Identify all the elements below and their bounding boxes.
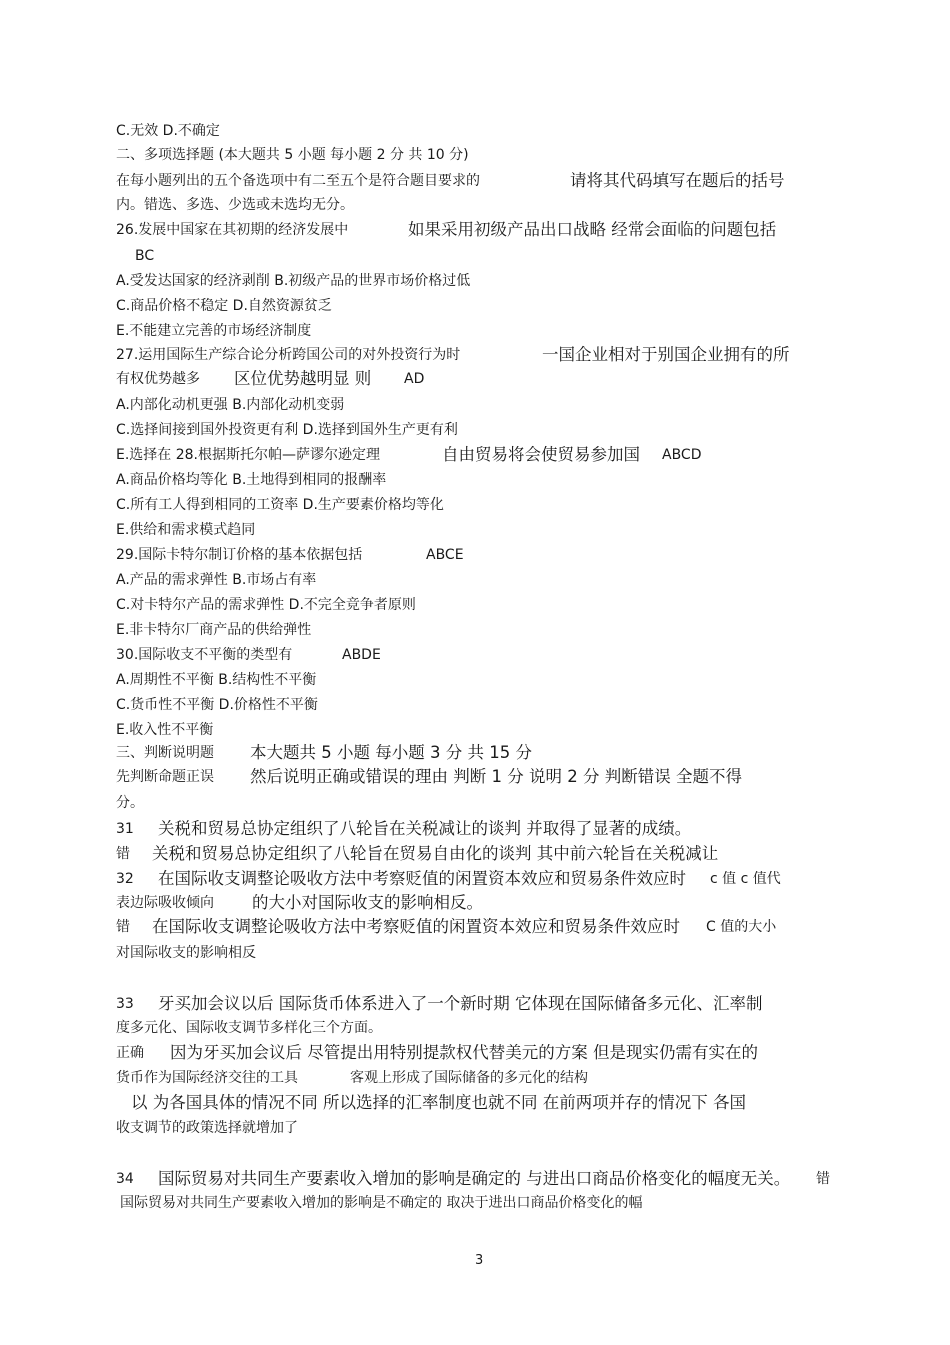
text-line: 正确 xyxy=(116,1045,144,1061)
text-line: 对国际收支的影响相反 xyxy=(116,945,256,961)
text-line: E.收入性不平衡 xyxy=(116,722,214,738)
text-line: 27.运用国际生产综合论分析跨国公司的对外投资行为时 xyxy=(116,347,461,363)
text-line: 在国际收支调整论吸收方法中考察贬值的闲置资本效应和贸易条件效应时 xyxy=(152,917,680,936)
text-line: 国际贸易对共同生产要素收入增加的影响是确定的 与进出口商品价格变化的幅度无关。 xyxy=(158,1169,791,1188)
text-line: c 值 c 值代 xyxy=(710,871,781,887)
text-line: 32 xyxy=(116,871,134,887)
text-line: 然后说明正确或错误的理由 判断 1 分 说明 2 分 判断错误 全题不得 xyxy=(250,767,742,786)
text-line: C.货币性不平衡 D.价格性不平衡 xyxy=(116,697,318,713)
text-line: 在国际收支调整论吸收方法中考察贬值的闲置资本效应和贸易条件效应时 xyxy=(158,869,686,888)
text-line: 表边际吸收倾向 xyxy=(116,895,214,911)
text-line: A.内部化动机更强 B.内部化动机变弱 xyxy=(116,397,345,413)
text-line: 牙买加会议以后 国际货币体系进入了一个新时期 它体现在国际储备多元化、汇率制 xyxy=(158,994,763,1013)
text-line: 本大题共 5 小题 每小题 3 分 共 15 分 xyxy=(250,743,532,762)
text-line: 三、判断说明题 xyxy=(116,745,214,761)
text-line: 错 xyxy=(816,1171,830,1187)
text-line: 二、多项选择题 (本大题共 5 小题 每小题 2 分 共 10 分) xyxy=(116,147,469,163)
text-line: 一国企业相对于别国企业拥有的所 xyxy=(542,345,790,364)
text-line: 如果采用初级产品出口战略 经常会面临的问题包括 xyxy=(408,220,777,239)
text-line: E.不能建立完善的市场经济制度 xyxy=(116,323,312,339)
text-line: C.商品价格不稳定 D.自然资源贫乏 xyxy=(116,298,332,314)
text-line: A.产品的需求弹性 B.市场占有率 xyxy=(116,572,317,588)
text-line: 因为牙买加会议后 尽管提出用特别提款权代替美元的方案 但是现实仍需有实在的 xyxy=(170,1043,758,1062)
text-line: 以 为各国具体的情况不同 所以选择的汇率制度也就不同 在前两项并存的情况下 各国 xyxy=(131,1093,746,1112)
text-line: ABCE xyxy=(426,547,464,563)
text-line: C.选择间接到国外投资更有利 D.选择到国外生产更有利 xyxy=(116,422,458,438)
text-line: 区位优势越明显 则 xyxy=(234,369,372,388)
text-line: ABCD xyxy=(662,447,702,463)
text-line: 错 xyxy=(116,919,130,935)
text-line: A.商品价格均等化 B.土地得到相同的报酬率 xyxy=(116,472,387,488)
text-line: 34 xyxy=(116,1171,134,1187)
text-line: 33 xyxy=(116,996,134,1012)
text-line: E.选择在 28.根据斯托尔帕—萨谬尔逊定理 xyxy=(116,447,381,463)
text-line: BC xyxy=(135,248,155,264)
text-line: C.无效 D.不确定 xyxy=(116,123,220,139)
text-line: 自由贸易将会使贸易参加国 xyxy=(442,445,640,464)
text-line: 有权优势越多 xyxy=(116,371,200,387)
text-line: 客观上形成了国际储备的多元化的结构 xyxy=(350,1070,588,1086)
text-line: 31 xyxy=(116,821,134,837)
text-line: E.供给和需求模式趋同 xyxy=(116,522,256,538)
text-line: 内。错选、多选、少选或未选均无分。 xyxy=(116,197,354,213)
text-line: 先判断命题正误 xyxy=(116,769,214,785)
text-line: E.非卡特尔厂商产品的供给弹性 xyxy=(116,622,312,638)
text-line: 26.发展中国家在其初期的经济发展中 xyxy=(116,222,349,238)
text-line: 的大小对国际收支的影响相反。 xyxy=(252,893,483,912)
text-line: C.对卡特尔产品的需求弹性 D.不完全竞争者原则 xyxy=(116,597,416,613)
text-line: AD xyxy=(404,371,425,387)
text-line: 国际贸易对共同生产要素收入增加的影响是不确定的 取决于进出口商品价格变化的幅 xyxy=(120,1195,643,1211)
text-line: C.所有工人得到相同的工资率 D.生产要素价格均等化 xyxy=(116,497,444,513)
text-line: 度多元化、国际收支调节多样化三个方面。 xyxy=(116,1020,382,1036)
text-line: C 值的大小 xyxy=(706,919,777,935)
text-line: 30.国际收支不平衡的类型有 xyxy=(116,647,293,663)
text-line: 关税和贸易总协定组织了八轮旨在贸易自由化的谈判 其中前六轮旨在关税减让 xyxy=(152,844,719,863)
text-line: A.受发达国家的经济剥削 B.初级产品的世界市场价格过低 xyxy=(116,273,471,289)
text-line: 错 xyxy=(116,846,130,862)
text-line: 货币作为国际经济交往的工具 xyxy=(116,1070,298,1086)
text-line: 关税和贸易总协定组织了八轮旨在关税减让的谈判 并取得了显著的成绩。 xyxy=(158,819,692,838)
text-line: 请将其代码填写在题后的括号 xyxy=(570,171,785,190)
text-line: ABDE xyxy=(342,647,381,663)
text-line: A.周期性不平衡 B.结构性不平衡 xyxy=(116,672,317,688)
text-line: 在每小题列出的五个备选项中有二至五个是符合题目要求的 xyxy=(116,173,480,189)
page-number: 3 xyxy=(475,1253,484,1268)
text-line: 分。 xyxy=(116,795,144,811)
text-line: 收支调节的政策选择就增加了 xyxy=(116,1120,298,1136)
text-line: 29.国际卡特尔制订价格的基本依据包括 xyxy=(116,547,363,563)
